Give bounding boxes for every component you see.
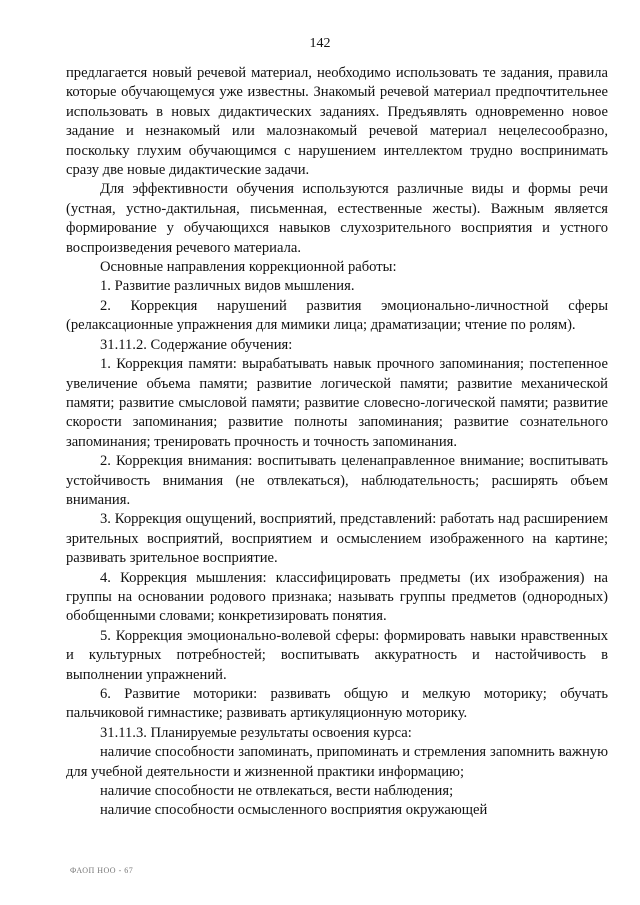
footer-document-code: ФАОП НОО - 67 bbox=[70, 866, 134, 875]
list-item-emotional-sphere: 2. Коррекция нарушений развития эмоционально-личностной сферы (релаксационные упражнения для мимики лица; драматизации; чтение по ролям). bbox=[66, 297, 608, 334]
paragraph-speech-material: предлагается новый речевой материал, необходимо использовать те задания, правила которые обучающемуся уже известны. Знакомый речевой материал предпочтительнее использовать в новых дидактических заданиях. Предъявлять одновременно новое задание и незнакомый или малознакомый речевой материал нецелесообразно, поскольку глухим обучающимся с нарушением интеллектом трудно воспринимать сразу две новые дидактические задачи. bbox=[66, 65, 608, 179]
result-item-memorization: наличие способности запоминать, припоминать и стремления запомнить важную для учебной деятельности и жизненной практики информацию; bbox=[66, 744, 608, 780]
paragraph-main-directions: Основные направления коррекционной работы: bbox=[100, 259, 397, 276]
result-item-observation: наличие способности не отвлекаться, вести наблюдения; bbox=[100, 783, 454, 800]
list-item-emotional-volitional: 5. Коррекция эмоционально-волевой сферы: формировать навыки нравственных и культурных потребностей; воспитывать аккуратность и настойчивость в выполнении упражнений. bbox=[66, 627, 608, 683]
list-item-thinking-correction: 4. Коррекция мышления: классифицировать предметы (их изображения) на группы на основании родового признака; называть группы предметов (однородных) обобщенными словами; конкретизировать понятия. bbox=[66, 569, 608, 625]
list-item-perception: 3. Коррекция ощущений, восприятий, представлений: работать над расширением зрительных восприятий, восприятием и осмыслением изображенного на картине; развивать зрительное восприятие. bbox=[66, 511, 608, 567]
document-body bbox=[66, 64, 608, 821]
list-item-memory: 1. Коррекция памяти: вырабатывать навык прочного запоминания; постепенное увеличение объема памяти; развитие логической памяти; развитие механической памяти; развитие смысловой памяти; развитие словесно-логической памяти; развитие скорости запоминания; развитие полноты запоминания; развитие сознательного запоминания; тренировать прочность и точность запоминания. bbox=[66, 356, 608, 450]
section-heading-results: 31.11.3. Планируемые результаты освоения курса: bbox=[100, 724, 412, 741]
list-item-motor-skills: 6. Развитие моторики: развивать общую и мелкую моторику; обучать пальчиковой гимнастике; развивать артикуляционную моторику. bbox=[66, 686, 608, 722]
list-item-thinking: 1. Развитие различных видов мышления. bbox=[100, 278, 355, 295]
paragraph-speech-forms: Для эффективности обучения используются различные виды и формы речи (устная, устно-дактильная, письменная, естественные жесты). Важным является формирование у обучающихся навыков слухозрительного восприятия и устного воспроизведения речевого материала. bbox=[66, 181, 608, 256]
result-item-perception: наличие способности осмысленного восприятия окружающей bbox=[100, 802, 488, 819]
page-number: 142 bbox=[309, 36, 331, 51]
section-heading-content: 31.11.2. Содержание обучения: bbox=[100, 336, 293, 353]
list-item-attention: 2. Коррекция внимания: воспитывать целенаправленное внимание; воспитывать устойчивость внимания (не отвлекаться), наблюдательность; расширять объем внимания. bbox=[66, 453, 608, 508]
